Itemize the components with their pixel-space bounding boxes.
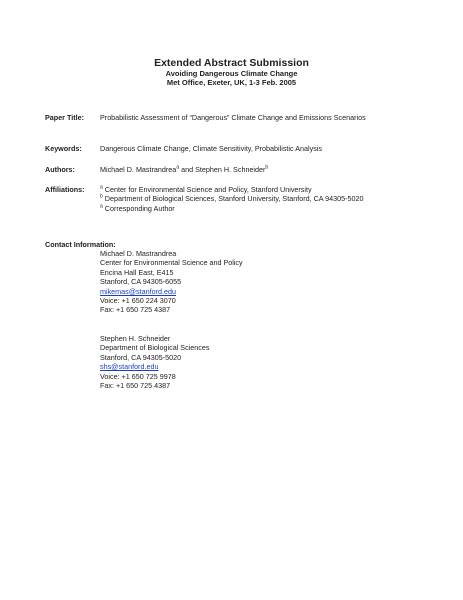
affiliation-marker: a xyxy=(100,203,103,210)
contact-block-mastrandrea xyxy=(100,249,400,315)
contact-fax: Fax: +1 650 725 4387 xyxy=(100,305,171,315)
contact-name: Michael D. Mastrandrea xyxy=(100,249,177,258)
affiliation-marker: b xyxy=(100,194,103,201)
author-name: Stephen H. Schneider xyxy=(195,165,266,174)
author-separator: and xyxy=(179,165,196,174)
author-name: Michael D. Mastrandrea xyxy=(100,165,177,174)
keywords-label: Keywords: xyxy=(45,144,82,153)
conference-name: Avoiding Dangerous Climate Change xyxy=(165,69,298,78)
contact-fax: Fax: +1 650 725 4387 xyxy=(100,381,171,391)
contact-block-schneider xyxy=(100,334,400,390)
paper-title-value: Probabilistic Assessment of “Dangerous” Climate Change and Emissions Scenarios xyxy=(100,113,366,122)
affiliation-text: Center for Environmental Science and Policy, Stanford University xyxy=(104,185,312,194)
contact-department: Center for Environmental Science and Policy xyxy=(100,258,243,268)
paper-title-label: Paper Title: xyxy=(45,113,85,122)
authors-label: Authors: xyxy=(45,165,75,174)
document-title: Extended Abstract Submission xyxy=(154,57,309,69)
contact-city: Stanford, CA 94305-5020 xyxy=(100,352,182,362)
affiliation-item xyxy=(100,185,425,194)
affiliations-list xyxy=(100,185,425,213)
keywords-value: Dangerous Climate Change, Climate Sensitivity, Probabilistic Analysis xyxy=(100,144,322,153)
contact-info-label: Contact Information: xyxy=(45,240,116,249)
affiliation-item xyxy=(100,204,425,213)
affiliation-text: Department of Biological Sciences, Stanford University, Stanford, CA 94305-5020 xyxy=(104,194,364,204)
contact-department: Department of Biological Sciences xyxy=(100,343,210,353)
contact-address: Encina Hall East, E415 xyxy=(100,267,174,277)
contact-city: Stanford, CA 94305-6055 xyxy=(100,277,182,287)
document-header xyxy=(0,57,463,87)
contact-name: Stephen H. Schneider xyxy=(100,334,171,343)
affiliation-marker: a xyxy=(176,164,180,171)
affiliation-marker: a xyxy=(100,184,103,191)
affiliations-label: Affiliations: xyxy=(45,185,85,194)
affiliation-text: Corresponding Author xyxy=(104,203,175,213)
contact-voice: Voice: +1 650 725 9978 xyxy=(100,371,176,381)
contact-email-link[interactable]: shs@stanford.edu xyxy=(100,362,159,372)
contact-voice: Voice: +1 650 224 3070 xyxy=(100,296,176,306)
contact-email-link[interactable]: mikemas@stanford.edu xyxy=(100,286,177,296)
conference-venue: Met Office, Exeter, UK, 1-3 Feb. 2005 xyxy=(166,78,297,87)
affiliation-item xyxy=(100,194,425,203)
authors-value xyxy=(100,165,425,174)
affiliation-marker: b xyxy=(265,164,269,171)
